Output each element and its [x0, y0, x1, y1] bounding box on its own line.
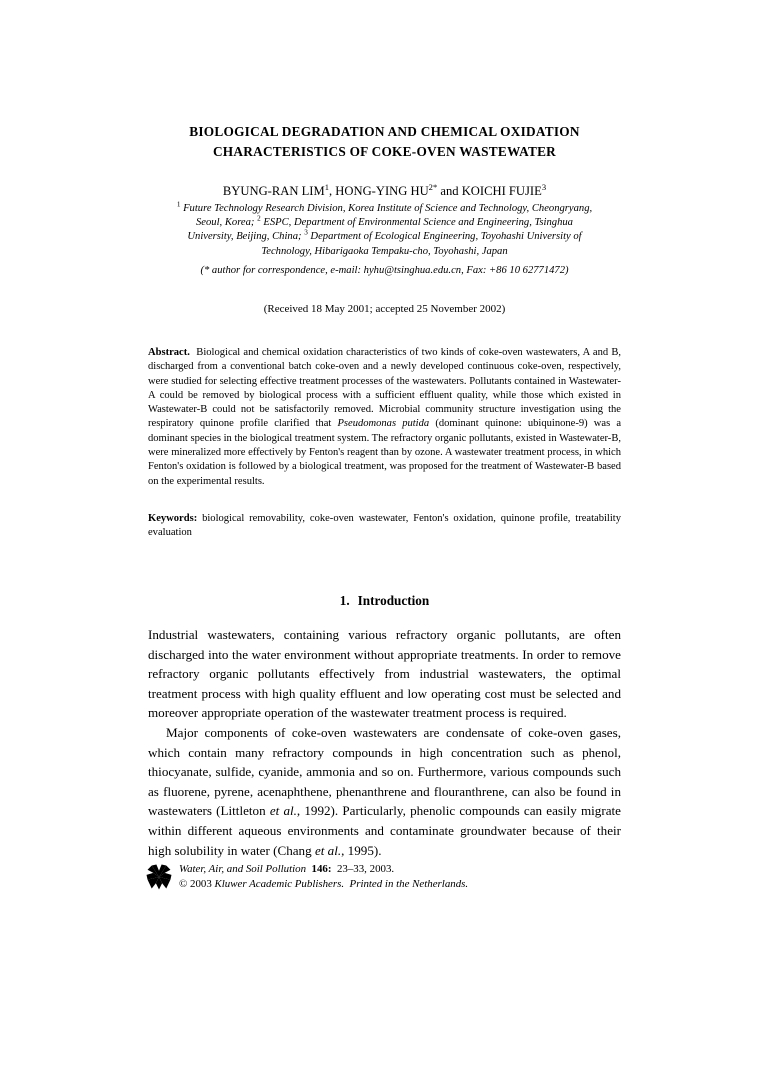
footer-text-lines	[179, 862, 621, 891]
author-2-name: HONG-YING HU	[335, 184, 429, 198]
footer-journal-name: Water, Air, and Soil Pollution	[179, 863, 307, 875]
section-title: Introduction	[357, 593, 430, 608]
body-p2-etal-1: et al.	[269, 803, 297, 819]
footer-publisher: Kluwer Academic Publishers.	[214, 877, 345, 890]
author-separator-1: ,	[328, 184, 336, 198]
affiliation-marker-2: 2	[257, 214, 261, 223]
footer-printed-in: Printed in the Netherlands.	[349, 877, 469, 890]
keywords-paragraph	[148, 512, 621, 541]
affiliation-text-2b: ESPC, Department of Environmental Science and Engineering, Tsinghua	[260, 217, 573, 229]
affiliation-marker-3: 3	[304, 228, 308, 237]
author-list	[148, 183, 621, 200]
affiliation-line-1	[148, 202, 621, 216]
author-3-name: KOICHI FUJIE	[461, 184, 542, 198]
body-p2-text-2: , 1992). Particularly, phenolic compounds can easily migrate within different aqueous environments and contaminate groundwater because of their high solubility in water (Chang	[148, 803, 621, 858]
affiliation-line-4: Technology, Hibarigaoka Tempaku-cho, Toyohashi, Japan	[261, 245, 508, 257]
received-accepted-dates	[148, 302, 621, 316]
affiliation-text-2a: Seoul, Korea;	[196, 217, 258, 229]
footer-copyright-prefix: © 2003	[179, 877, 215, 890]
author-1-affil-marker: 1	[324, 181, 329, 192]
body-p2-text-3: , 1995).	[341, 842, 382, 858]
abstract-label: Abstract.	[148, 347, 190, 358]
author-2-affil-marker: 2*	[428, 181, 438, 192]
title-line-2: CHARACTERISTICS OF COKE-OVEN WASTEWATER	[212, 143, 557, 159]
title-line-1: BIOLOGICAL DEGRADATION AND CHEMICAL OXIDATION	[189, 124, 580, 139]
body-paragraph-2	[148, 723, 621, 860]
affiliation-text-3b: Department of Ecological Engineering, Toyohashi University of	[307, 231, 582, 243]
affiliation-text-3a: University, Beijing, China;	[187, 231, 305, 243]
affiliation-marker-1: 1	[176, 200, 181, 209]
page-title	[148, 122, 621, 161]
author-separator-2: and	[437, 184, 462, 198]
keywords-label: Keywords:	[148, 513, 198, 524]
received-text: (Received 18 May 2001; accepted 25 November 2002)	[263, 303, 506, 315]
footer-journal-line	[179, 862, 621, 877]
body-p1-text: Industrial wastewaters, containing various refractory organic pollutants, are often discharged into the water environment without appropriate treatments. In order to remove refractory organic pollutants effectively from industrial wastewaters, the optimal treatment process with high quality effluent and low operating cost must be selected and moreover appropriate operation of the wastewater treatment process is required.	[148, 627, 621, 721]
correspondence-note: (* author for correspondence, e-mail: hyhu@tsinghua.edu.cn, Fax: +86 10 62771472)	[200, 264, 569, 276]
body-p2-etal-2: et al.	[314, 842, 342, 858]
abstract-species-name: Pseudomonas putida	[337, 418, 430, 430]
journal-footer	[148, 862, 621, 891]
abstract-text-part-2: (dominant quinone: ubiquinone-9) was a dominant species in the biological treatment system. The refractory organic pollutants, existed in Wastewater-B, were mineralized more effectively by Fenton's reagent than by ozone. A wastewater treatment process, in which Fenton's oxidation is followed by a biological treatment, was proposed for the treatment of Wastewater-B based on the experimental results.	[148, 418, 622, 487]
author-1-name: BYUNG-RAN LIM	[222, 184, 325, 198]
footer-volume: 146:	[311, 863, 332, 875]
author-3-affil-marker: 3	[541, 181, 547, 192]
body-paragraph-1	[148, 625, 621, 723]
kluwer-pinwheel-logo	[146, 863, 172, 891]
abstract-section	[148, 346, 621, 489]
affiliation-line-2	[148, 216, 621, 230]
affiliation-line-3	[148, 230, 621, 244]
section-number: 1.	[339, 593, 350, 608]
abstract-paragraph	[148, 346, 621, 489]
authors-line	[148, 183, 621, 200]
body-p2-text-1: Major components of coke-oven wastewaters are condensate of coke-oven gases, which contain many refractory compounds in high concentration such as phenol, thiocyanate, sulfide, cyanide, ammonia and so on. Furthermore, various compounds such as fluorene, pyrene, acenaphthene, phenanthrene and flouranthrene, can also be found in wastewaters (Littleton	[148, 724, 621, 819]
body-text	[148, 625, 621, 860]
footer-pages: 23–33, 2003.	[336, 863, 395, 875]
footer-copyright-line	[179, 877, 621, 892]
keywords-text: biological removability, coke-oven wastewater, Fenton's oxidation, quinone profile, treatability evaluation	[148, 513, 621, 539]
keywords-section	[148, 512, 621, 541]
section-heading-introduction	[148, 592, 621, 610]
affiliation-text-1: Future Technology Research Division, Korea Institute of Science and Technology, Cheongryang,	[183, 203, 593, 214]
abstract-text-part-1: Biological and chemical oxidation characteristics of two kinds of coke-oven wastewaters, A and B, discharged from a conventional batch coke-oven and a newly developed continuous coke-oven, respectively, were studied for selecting effective treatment processes of the wastewaters. Pollutants contained in Wastewater-A could be removed by biological process with a sufficient effluent quality, while those which existed in Wastewater-B could not be satisfactorily removed. Microbial community structure investigation using the respiratory quinone profile clarified that	[148, 347, 621, 430]
affiliation-block	[148, 202, 621, 278]
